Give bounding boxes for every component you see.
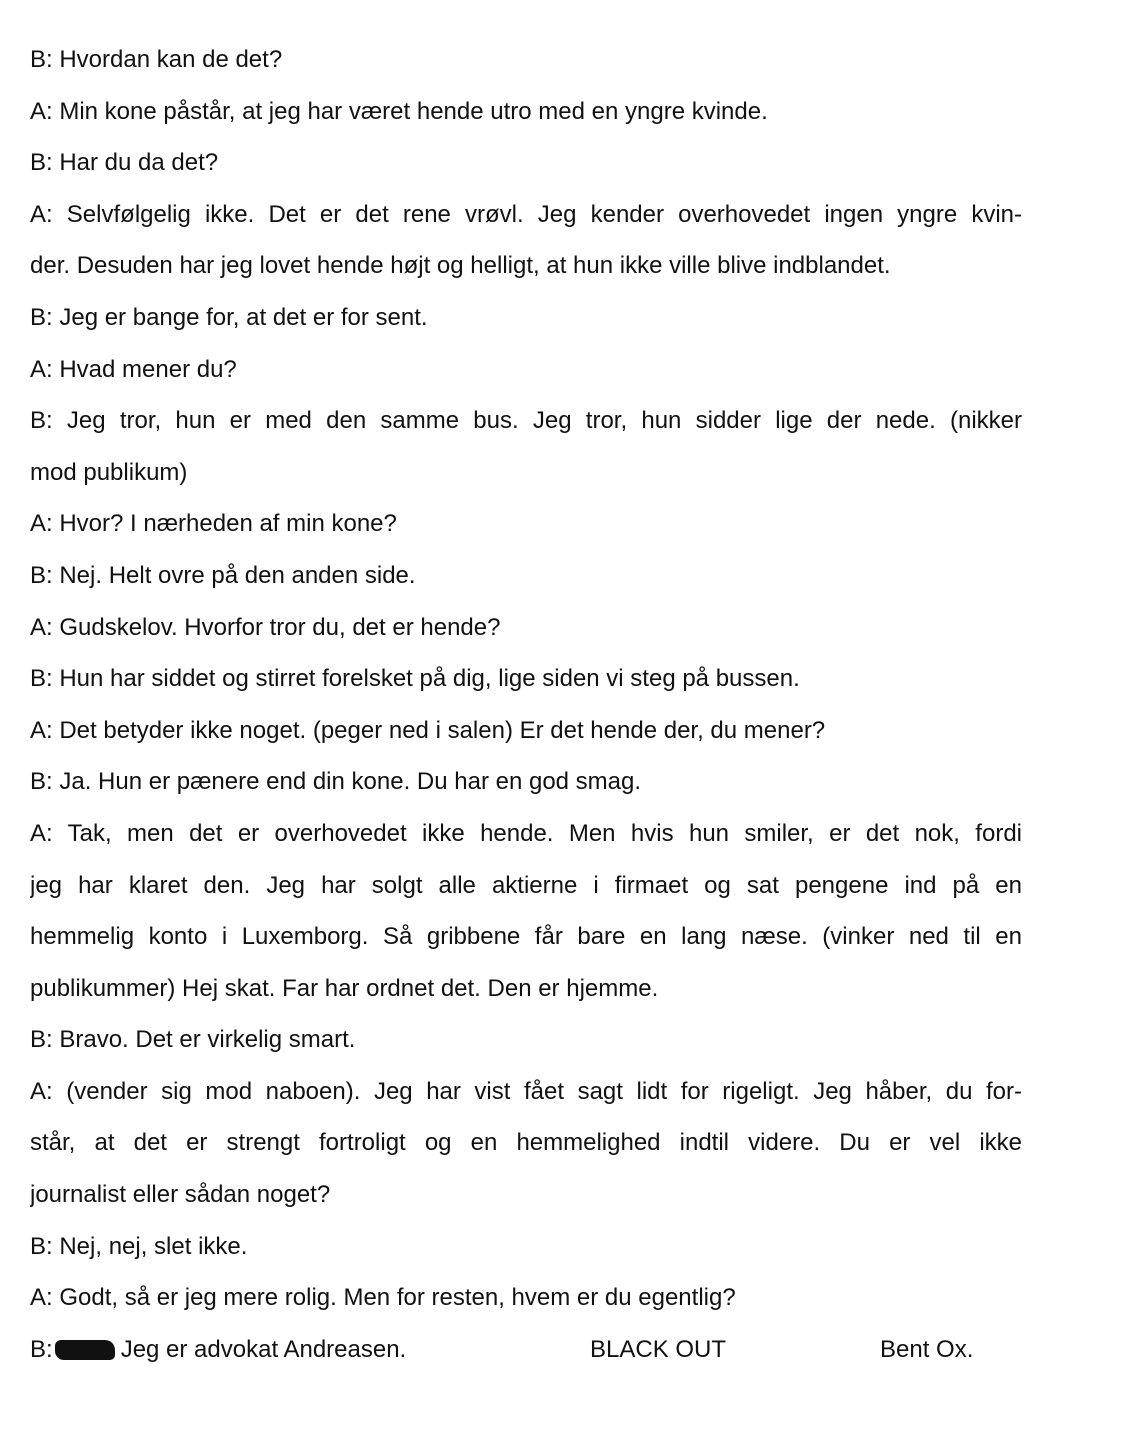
final-dialogue-line (30, 1324, 1022, 1376)
dialogue-line: B: Hvordan kan de det? (30, 46, 283, 73)
dialogue-line: mod publikum) (30, 458, 188, 486)
dialogue-line: B: Nej, nej, slet ikke. (30, 1232, 248, 1260)
dialogue-line: B: Jeg er bange for, at det er for sent. (30, 303, 428, 331)
dialogue-line: A: Min kone påstår, at jeg har været hende utro med en yngre kvinde. (30, 97, 768, 125)
dialogue-line: B: Jeg tror, hun er med den samme bus. Jeg tror, hun sidder lige der nede. (nikker (30, 407, 1022, 435)
dialogue-line: hemmelig konto i Luxemborg. Så gribbene får bare en lang næse. (vinker ned til en (30, 923, 1022, 951)
stage-direction: BLACK OUT (590, 1335, 727, 1363)
final-line-text: Jeg er advokat Andreasen. (120, 1335, 407, 1363)
dialogue-line: B: Bravo. Det er virkelig smart. (30, 1026, 356, 1054)
dialogue-line: A: Det betyder ikke noget. (peger ned i salen) Er det hende der, du mener? (30, 716, 826, 744)
dialogue-line: A: (vender sig mod naboen). Jeg har vist fået sagt lidt for rigeligt. Jeg håber, du for- (30, 1077, 1022, 1105)
redaction-mark (55, 1340, 115, 1360)
dialogue-line: A: Selvfølgelig ikke. Det er det rene vrøvl. Jeg kender overhovedet ingen yngre kvin- (30, 200, 1022, 228)
speaker-label: B: (30, 1335, 53, 1363)
dialogue-lines (30, 34, 1022, 1324)
script-page (30, 34, 1022, 1375)
dialogue-line: A: Tak, men det er overhovedet ikke hende. Men hvis hun smiler, er det nok, fordi (30, 819, 1022, 847)
dialogue-line: publikummer) Hej skat. Far har ordnet det. Den er hjemme. (30, 974, 659, 1002)
dialogue-line: A: Gudskelov. Hvorfor tror du, det er hende? (30, 613, 501, 641)
dialogue-line: journalist eller sådan noget? (30, 1181, 331, 1209)
dialogue-line: B: Hun har siddet og stirret forelsket på dig, lige siden vi steg på bussen. (30, 665, 800, 693)
dialogue-line: A: Hvad mener du? (30, 355, 237, 383)
dialogue-line: der. Desuden har jeg lovet hende højt og helligt, at hun ikke ville blive indblandet. (30, 252, 891, 280)
dialogue-line: B: Har du da det? (30, 149, 219, 177)
author-signature: Bent Ox. (880, 1335, 974, 1363)
dialogue-line: A: Hvor? I nærheden af min kone? (30, 510, 397, 538)
dialogue-line: A: Godt, så er jeg mere rolig. Men for resten, hvem er du egentlig? (30, 1284, 736, 1312)
dialogue-line: står, at det er strengt fortroligt og en hemmelighed indtil videre. Du er vel ikke (30, 1129, 1022, 1157)
dialogue-line: jeg har klaret den. Jeg har solgt alle aktierne i firmaet og sat pengene ind på en (30, 871, 1022, 899)
dialogue-line: B: Ja. Hun er pænere end din kone. Du har en god smag. (30, 768, 642, 796)
dialogue-line: B: Nej. Helt ovre på den anden side. (30, 561, 416, 589)
